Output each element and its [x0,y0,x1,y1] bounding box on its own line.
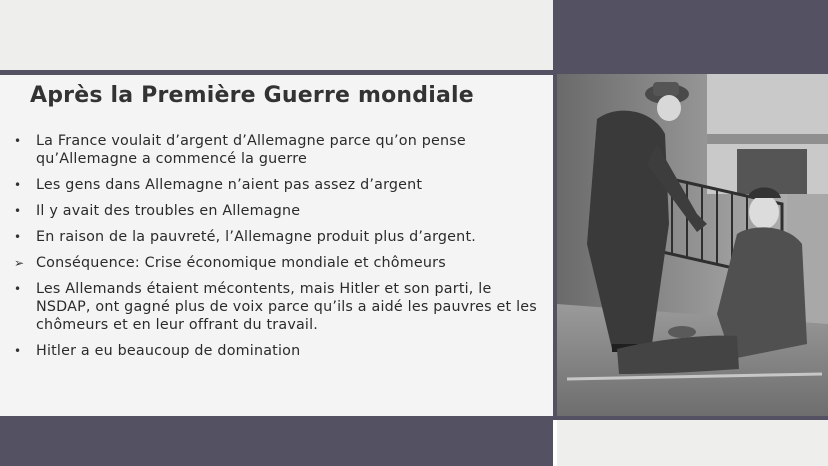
bullet-item [14,176,542,194]
bullet-list [14,132,542,368]
bottom-band [0,420,553,466]
historical-photo [557,74,828,416]
top-band [0,0,553,70]
bullet-text: Hitler a eu beaucoup de domination [36,343,301,359]
bullet-marker: • [14,282,22,296]
bullet-marker: • [14,134,22,148]
bullet-item [14,202,542,220]
bullet-marker: • [14,178,22,192]
bullet-item [14,132,542,168]
bullet-text: Les gens dans Allemagne n’aient pas assez d’argent [36,177,423,193]
bullet-item [14,254,542,272]
arrow-marker: ➢ [14,256,25,270]
bullet-text: En raison de la pauvreté, l’Allemagne produit plus d’argent. [36,229,476,245]
bullet-text: Il y avait des troubles en Allemagne [36,203,301,219]
bullet-text: Les Allemands étaient mécontents, mais Hitler et son parti, le NSDAP, ont gagné plus de voix parce qu’ils a aidé les pauvres et les chômeurs et en leur offrant du travail. [36,281,537,333]
bottom-right-band [557,420,828,466]
photo-illustration [557,74,828,416]
bullet-item [14,280,542,334]
bullet-text: La France voulait d’argent d’Allemagne parce qu’on pense qu’Allemagne a commencé la guerre [36,133,466,167]
bullet-item [14,228,542,246]
bullet-marker: • [14,230,22,244]
slide-title: Après la Première Guerre mondiale [30,83,474,108]
bullet-item [14,342,542,360]
top-right-band [553,0,828,70]
bullet-marker: • [14,204,22,218]
bullet-marker: • [14,344,22,358]
bullet-text: Conséquence: Crise économique mondiale et chômeurs [36,255,446,271]
